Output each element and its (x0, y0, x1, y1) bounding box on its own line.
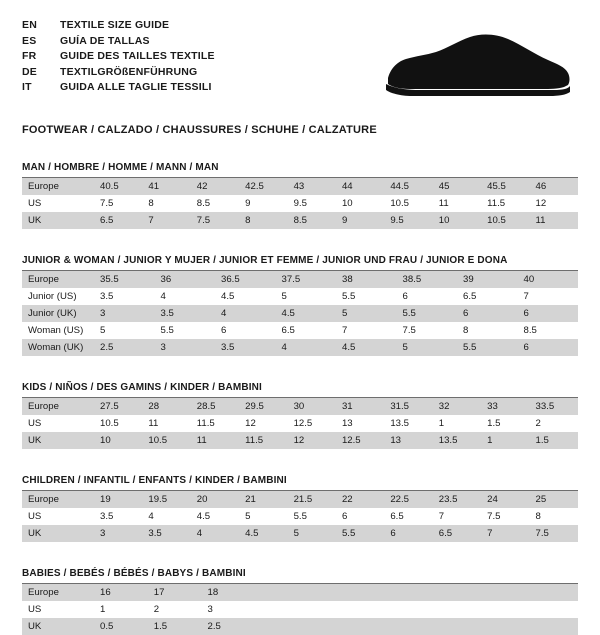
group-babies (22, 568, 578, 635)
size-table-body (22, 491, 578, 542)
cell: 28.5 (191, 398, 239, 415)
cell: 39 (457, 271, 518, 288)
cell: 11 (433, 195, 481, 212)
size-table-body (22, 271, 578, 356)
cell: 6 (457, 305, 518, 322)
cell: 7.5 (397, 322, 458, 339)
cell: 21.5 (288, 491, 336, 508)
cell: 11.5 (239, 432, 287, 449)
cell: 20 (191, 491, 239, 508)
cell: 2.5 (94, 339, 155, 356)
cell: 7 (336, 322, 397, 339)
cell: 4.5 (191, 508, 239, 525)
cell-empty (363, 601, 417, 618)
table-row (22, 288, 578, 305)
row-label: Woman (UK) (22, 339, 94, 356)
cell: 5 (94, 322, 155, 339)
row-label: US (22, 195, 94, 212)
cell-empty (417, 601, 471, 618)
size-table-kids (22, 398, 578, 449)
cell: 29.5 (239, 398, 287, 415)
cell: 12 (239, 415, 287, 432)
row-label: Europe (22, 178, 94, 195)
row-label: US (22, 415, 94, 432)
row-label: UK (22, 525, 94, 542)
group-label: CHILDREN / INFANTIL / ENFANTS / KINDER / BAMBINI (22, 475, 287, 486)
cell: 23.5 (433, 491, 481, 508)
language-code: IT (22, 81, 32, 93)
cell: 12 (288, 432, 336, 449)
cell: 16 (94, 584, 148, 601)
table-row (22, 432, 578, 449)
cell: 8 (457, 322, 518, 339)
cell: 25 (530, 491, 578, 508)
cell: 10 (94, 432, 142, 449)
language-code: EN (22, 19, 37, 31)
language-title: GUIDE DES TAILLES TEXTILE (60, 50, 215, 62)
language-row (22, 80, 215, 96)
group-label: MAN / HOMBRE / HOMME / MANN / MAN (22, 162, 219, 173)
cell: 8 (239, 212, 287, 229)
cell: 6.5 (94, 212, 142, 229)
cell: 1.5 (530, 432, 578, 449)
cell: 7 (142, 212, 190, 229)
cell: 11.5 (481, 195, 529, 212)
table-row (22, 508, 578, 525)
cell: 3 (94, 525, 142, 542)
group-junior-woman (22, 255, 578, 356)
language-title: GUÍA DE TALLAS (60, 34, 150, 47)
cell: 24 (481, 491, 529, 508)
cell-empty (470, 618, 524, 635)
cell: 32 (433, 398, 481, 415)
table-row (22, 525, 578, 542)
cell: 4.5 (239, 525, 287, 542)
cell: 5.5 (397, 305, 458, 322)
cell: 8.5 (518, 322, 579, 339)
cell: 8 (142, 195, 190, 212)
cell: 7.5 (191, 212, 239, 229)
language-row (22, 18, 215, 34)
cell: 5 (276, 288, 337, 305)
row-label: UK (22, 618, 94, 635)
size-table-body (22, 398, 578, 449)
cell: 6.5 (457, 288, 518, 305)
cell: 13 (336, 415, 384, 432)
cell: 8.5 (191, 195, 239, 212)
cell: 3.5 (94, 288, 155, 305)
cell: 21 (239, 491, 287, 508)
cell: 9 (336, 212, 384, 229)
cell: 35.5 (94, 271, 155, 288)
row-label: UK (22, 432, 94, 449)
cell: 33.5 (530, 398, 578, 415)
cell: 4 (155, 288, 216, 305)
row-label: UK (22, 212, 94, 229)
cell: 11.5 (191, 415, 239, 432)
cell: 11 (530, 212, 578, 229)
group-label: KIDS / NIÑOS / DES GAMINS / KINDER / BAMBINI (22, 382, 262, 393)
row-label: US (22, 601, 94, 618)
row-label: Junior (UK) (22, 305, 94, 322)
cell-empty (524, 601, 578, 618)
cell: 6 (215, 322, 276, 339)
language-title-list (22, 18, 215, 96)
cell: 7 (433, 508, 481, 525)
cell: 3 (94, 305, 155, 322)
cell: 12 (530, 195, 578, 212)
row-label: Europe (22, 491, 94, 508)
cell: 42.5 (239, 178, 287, 195)
cell-empty (309, 584, 363, 601)
cell: 8.5 (288, 212, 336, 229)
cell: 5 (239, 508, 287, 525)
cell: 12.5 (288, 415, 336, 432)
cell: 11 (191, 432, 239, 449)
cell: 33 (481, 398, 529, 415)
cell: 1 (94, 601, 148, 618)
row-label: Europe (22, 584, 94, 601)
cell: 7.5 (94, 195, 142, 212)
language-title: TEXTILE SIZE GUIDE (60, 19, 170, 31)
language-title-list-body (22, 18, 215, 96)
cell: 9 (239, 195, 287, 212)
page-header (22, 18, 578, 110)
cell: 5.5 (336, 525, 384, 542)
table-row (22, 212, 578, 229)
cell: 30 (288, 398, 336, 415)
cell: 3.5 (94, 508, 142, 525)
cell: 38 (336, 271, 397, 288)
table-row (22, 195, 578, 212)
table-row (22, 618, 578, 635)
cell: 31 (336, 398, 384, 415)
cell: 5 (336, 305, 397, 322)
cell: 5 (397, 339, 458, 356)
row-label: Woman (US) (22, 322, 94, 339)
table-row (22, 491, 578, 508)
cell: 46 (530, 178, 578, 195)
table-row (22, 271, 578, 288)
table-row (22, 415, 578, 432)
language-row (22, 34, 215, 50)
cell: 4.5 (276, 305, 337, 322)
cell: 3.5 (215, 339, 276, 356)
cell: 19 (94, 491, 142, 508)
cell: 7 (518, 288, 579, 305)
cell: 1.5 (148, 618, 202, 635)
row-label: Europe (22, 398, 94, 415)
cell: 10.5 (94, 415, 142, 432)
cell: 13.5 (384, 415, 432, 432)
cell: 45.5 (481, 178, 529, 195)
cell: 28 (142, 398, 190, 415)
language-code: DE (22, 65, 37, 78)
language-row (22, 49, 215, 65)
size-table-babies (22, 584, 578, 635)
cell: 7 (481, 525, 529, 542)
cell: 4 (142, 508, 190, 525)
cell: 4 (215, 305, 276, 322)
cell: 44.5 (384, 178, 432, 195)
cell-empty (417, 584, 471, 601)
cell: 2 (148, 601, 202, 618)
cell: 40 (518, 271, 579, 288)
cell: 6 (336, 508, 384, 525)
cell: 1.5 (481, 415, 529, 432)
cell: 1 (433, 415, 481, 432)
cell-empty (524, 584, 578, 601)
language-title: TEXTILGRÖßENFÜHRUNG (60, 65, 198, 78)
cell: 10.5 (142, 432, 190, 449)
cell: 4.5 (336, 339, 397, 356)
cell-empty (255, 618, 309, 635)
cell: 36.5 (215, 271, 276, 288)
size-table-body (22, 584, 578, 635)
cell-empty (255, 584, 309, 601)
cell: 45 (433, 178, 481, 195)
cell-empty (470, 601, 524, 618)
language-code: FR (22, 50, 37, 62)
cell: 5.5 (457, 339, 518, 356)
cell: 6.5 (276, 322, 337, 339)
cell: 2 (530, 415, 578, 432)
cell: 3 (202, 601, 256, 618)
cell-empty (363, 618, 417, 635)
cell-empty (255, 601, 309, 618)
cell: 1 (481, 432, 529, 449)
dress-shoe-icon (382, 32, 572, 104)
cell-empty (309, 601, 363, 618)
row-label: Junior (US) (22, 288, 94, 305)
table-row (22, 398, 578, 415)
cell: 42 (191, 178, 239, 195)
cell: 18 (202, 584, 256, 601)
cell: 43 (288, 178, 336, 195)
size-table-body (22, 178, 578, 229)
cell: 41 (142, 178, 190, 195)
cell: 4 (191, 525, 239, 542)
cell: 37.5 (276, 271, 337, 288)
cell: 22 (336, 491, 384, 508)
cell: 0.5 (94, 618, 148, 635)
size-table-junior-woman (22, 271, 578, 356)
cell: 3.5 (155, 305, 216, 322)
cell: 3.5 (142, 525, 190, 542)
language-row (22, 65, 215, 81)
table-row (22, 601, 578, 618)
cell: 44 (336, 178, 384, 195)
cell: 10.5 (481, 212, 529, 229)
cell: 11 (142, 415, 190, 432)
table-row (22, 305, 578, 322)
cell: 5.5 (288, 508, 336, 525)
row-label: Europe (22, 271, 94, 288)
cell: 17 (148, 584, 202, 601)
table-row (22, 584, 578, 601)
language-title: GUIDA ALLE TAGLIE TESSILI (60, 81, 212, 93)
cell: 7.5 (530, 525, 578, 542)
cell-empty (363, 584, 417, 601)
cell-empty (309, 618, 363, 635)
cell: 7.5 (481, 508, 529, 525)
cell: 8 (530, 508, 578, 525)
group-kids (22, 382, 578, 449)
group-man (22, 162, 578, 229)
table-row (22, 322, 578, 339)
cell: 27.5 (94, 398, 142, 415)
cell: 4.5 (215, 288, 276, 305)
cell: 13 (384, 432, 432, 449)
size-table-man (22, 178, 578, 229)
cell: 36 (155, 271, 216, 288)
cell: 2.5 (202, 618, 256, 635)
cell: 6.5 (433, 525, 481, 542)
cell: 3 (155, 339, 216, 356)
group-label: BABIES / BEBÉS / BÉBÉS / BABYS / BAMBINI (22, 568, 246, 579)
cell: 6 (384, 525, 432, 542)
cell: 6.5 (384, 508, 432, 525)
group-children (22, 475, 578, 542)
cell: 9.5 (288, 195, 336, 212)
table-row (22, 339, 578, 356)
cell: 5.5 (336, 288, 397, 305)
table-row (22, 178, 578, 195)
cell: 12.5 (336, 432, 384, 449)
cell: 6 (518, 305, 579, 322)
cell: 6 (397, 288, 458, 305)
cell: 4 (276, 339, 337, 356)
row-label: US (22, 508, 94, 525)
cell: 10 (433, 212, 481, 229)
group-label: JUNIOR & WOMAN / JUNIOR Y MUJER / JUNIOR ET FEMME / JUNIOR UND FRAU / JUNIOR E DONA (22, 255, 508, 266)
cell: 10 (336, 195, 384, 212)
language-code: ES (22, 34, 37, 47)
cell: 9.5 (384, 212, 432, 229)
page-title: FOOTWEAR / CALZADO / CHAUSSURES / SCHUHE / CALZATURE (22, 124, 377, 136)
cell: 19.5 (142, 491, 190, 508)
cell: 40.5 (94, 178, 142, 195)
cell-empty (524, 618, 578, 635)
cell-empty (470, 584, 524, 601)
cell-empty (417, 618, 471, 635)
cell: 5 (288, 525, 336, 542)
cell: 22.5 (384, 491, 432, 508)
size-table-children (22, 491, 578, 542)
cell: 10.5 (384, 195, 432, 212)
cell: 13.5 (433, 432, 481, 449)
cell: 38.5 (397, 271, 458, 288)
cell: 31.5 (384, 398, 432, 415)
cell: 5.5 (155, 322, 216, 339)
cell: 6 (518, 339, 579, 356)
